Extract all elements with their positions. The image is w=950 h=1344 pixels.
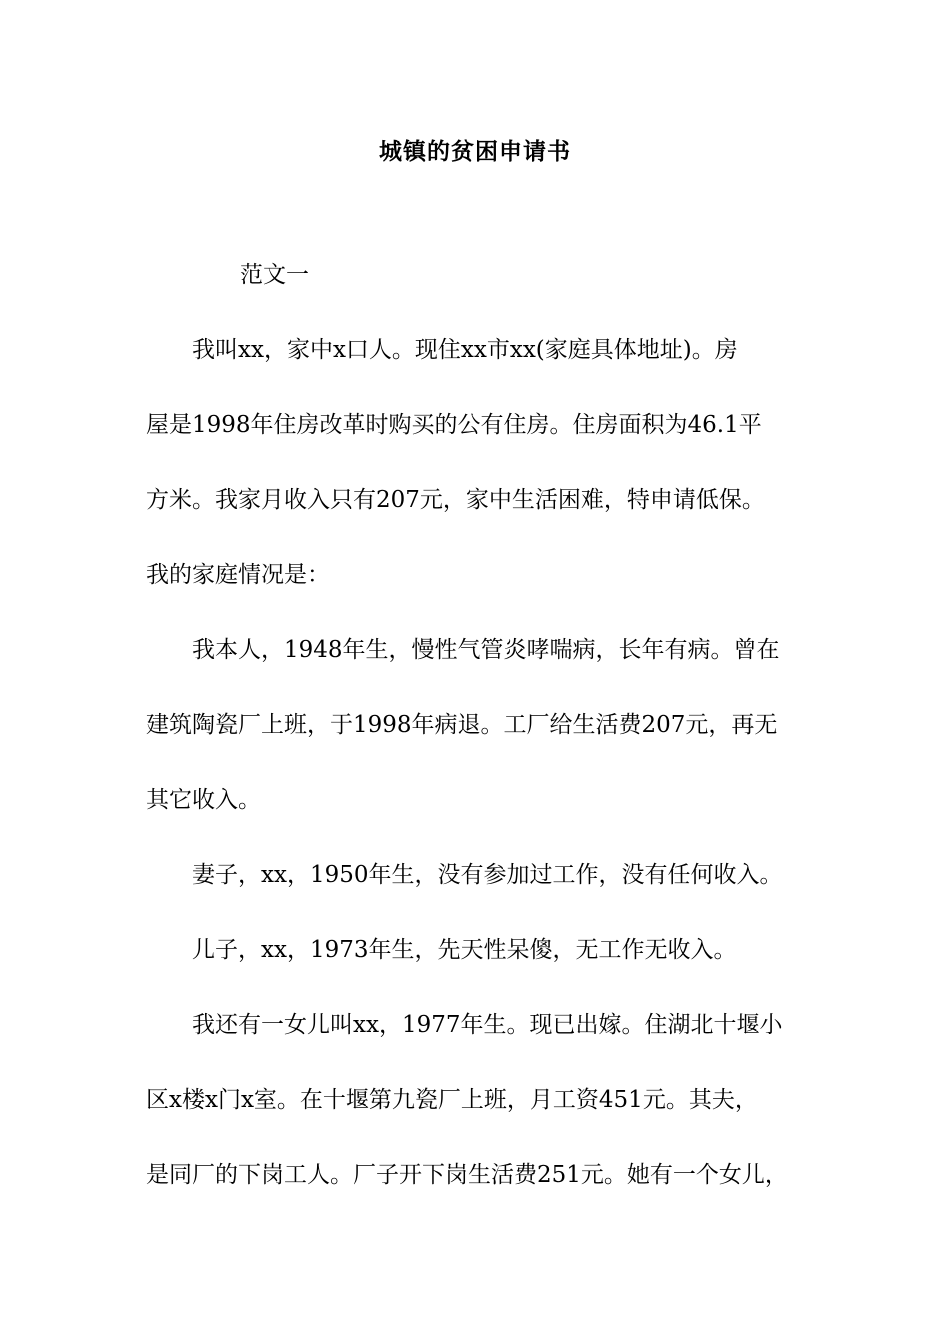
paragraph-line: 我还有一女儿叫xx，1977年生。现已出嫁。住湖北十堰小 bbox=[192, 1012, 783, 1038]
paragraph-line: 是同厂的下岗工人。厂子开下岗生活费251元。她有一个女儿， bbox=[146, 1162, 788, 1188]
paragraph-line: 儿子，xx，1973年生，先天性呆傻，无工作无收入。 bbox=[192, 937, 737, 963]
paragraph-line: 建筑陶瓷厂上班，于1998年病退。工厂给生活费207元，再无 bbox=[146, 712, 778, 738]
paragraph-line: 其它收入。 bbox=[146, 787, 261, 813]
paragraph-line: 我叫xx，家中x口人。现住xx市xx(家庭具体地址)。房 bbox=[192, 337, 738, 363]
paragraph-line: 方米。我家月收入只有207元，家中生活困难，特申请低保。 bbox=[146, 487, 765, 513]
paragraph-line: 我的家庭情况是： bbox=[146, 562, 330, 588]
paragraph-line: 我本人，1948年生，慢性气管炎哮喘病，长年有病。曾在 bbox=[192, 637, 780, 663]
document-title: 城镇的贫困申请书 bbox=[379, 139, 571, 165]
paragraph-line: 妻子，xx，1950年生，没有参加过工作，没有任何收入。 bbox=[192, 862, 783, 888]
paragraph-line: 屋是1998年住房改革时购买的公有住房。住房面积为46.1平 bbox=[146, 412, 762, 438]
paragraph-line: 区x楼x门x室。在十堰第九瓷厂上班，月工资451元。其夫， bbox=[146, 1087, 758, 1113]
section-heading: 范文一 bbox=[240, 262, 309, 288]
